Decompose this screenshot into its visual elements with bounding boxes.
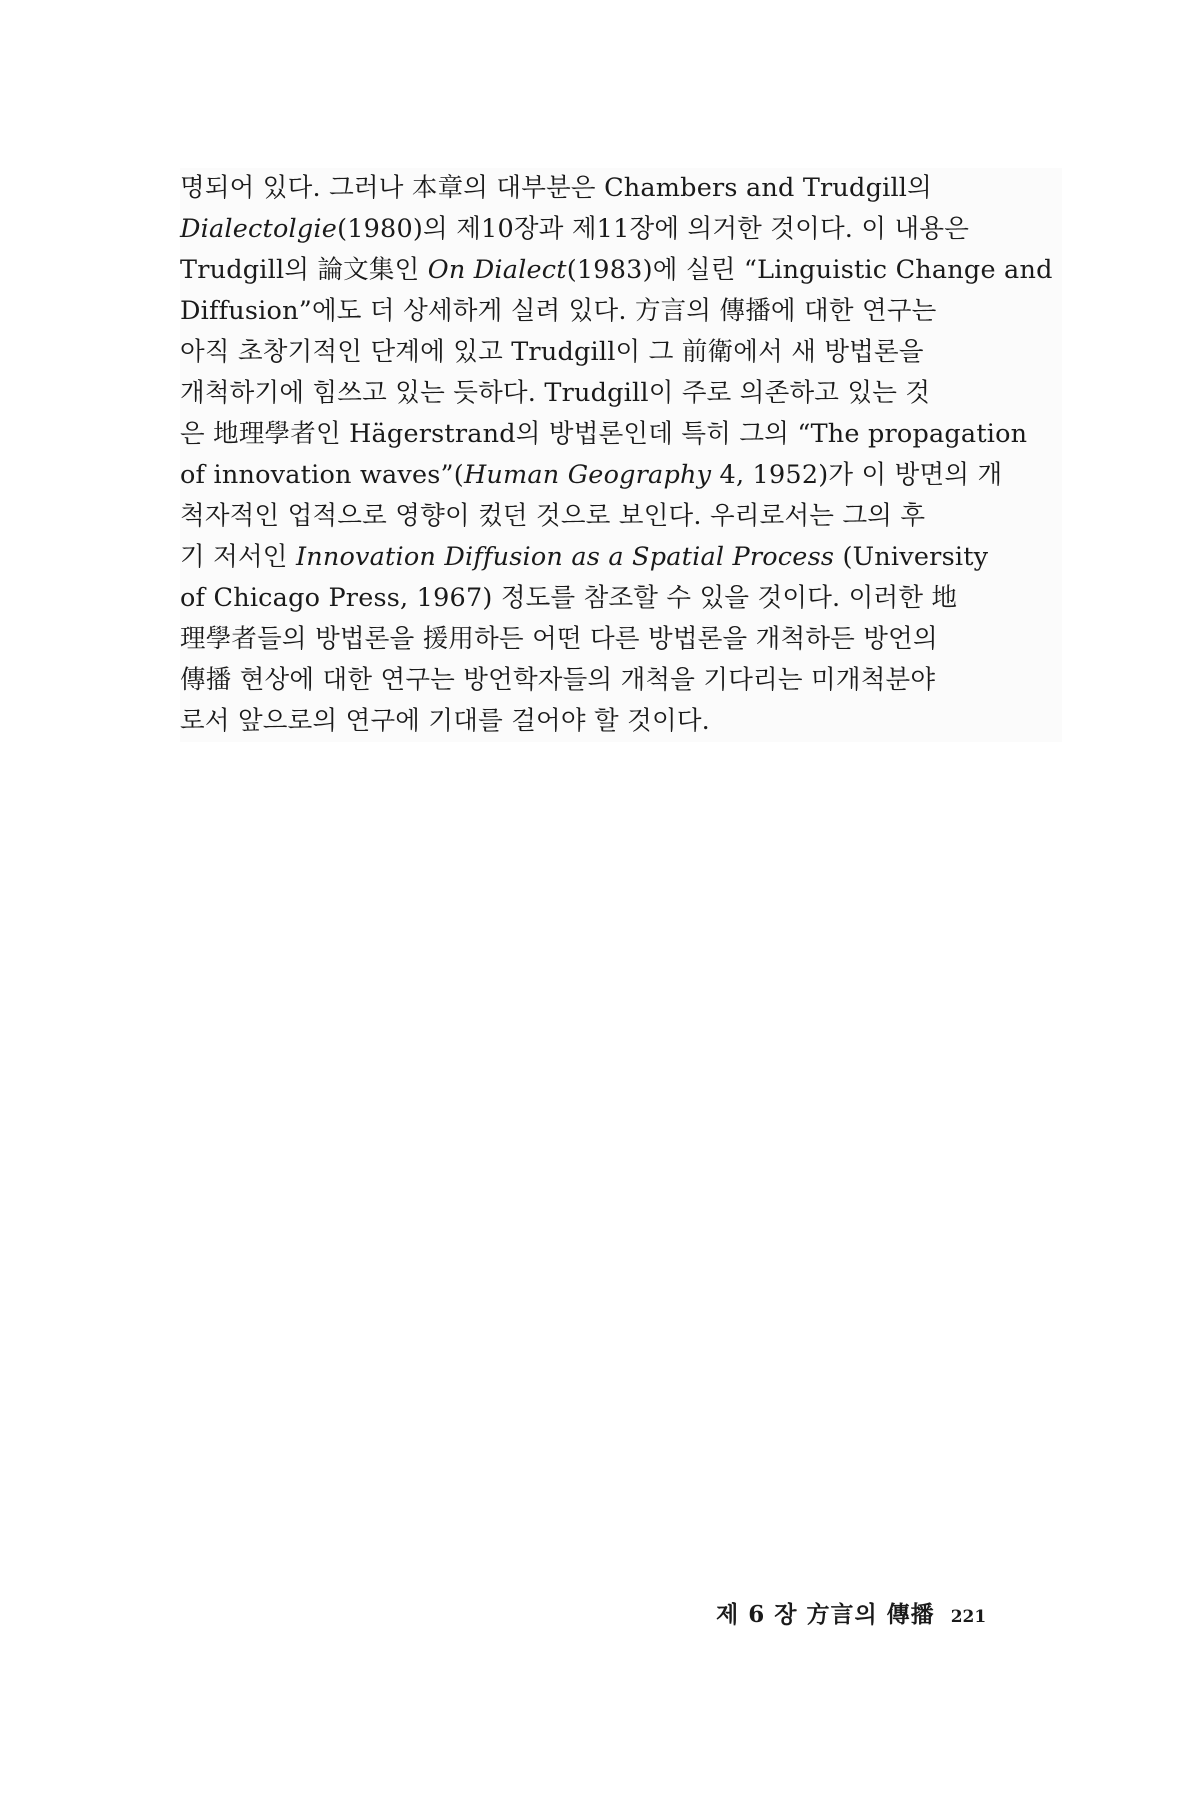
text-line (180, 291, 1062, 332)
text-line (180, 414, 1062, 455)
text-segment: 傳播 현상에 대한 연구는 방언학자들의 개척을 기다리는 미개척분야 (180, 665, 936, 695)
text-line (180, 496, 1062, 537)
text-segment: 명되어 있다. 그러나 本章의 대부분은 Chambers and Trudgill의 (180, 173, 932, 203)
text-line (180, 455, 1062, 496)
text-segment: 4, 1952)가 이 방면의 개 (711, 460, 1003, 490)
text-line (180, 209, 1062, 250)
page-footer (716, 1596, 986, 1634)
text-segment: (1983)에 실린 “Linguistic Change and (566, 255, 1053, 285)
text-segment: (1980)의 제10장과 제11장에 의거한 것이다. 이 내용은 (337, 214, 970, 244)
body-text (180, 168, 1062, 742)
page-number: 221 (950, 1607, 987, 1627)
text-line (180, 332, 1062, 373)
text-segment: 아직 초창기적인 단계에 있고 Trudgill이 그 前衛에서 새 방법론을 (180, 337, 924, 367)
text-segment: of Chicago Press, 1967) 정도를 참조할 수 있을 것이다. 이러한 地 (180, 583, 958, 613)
text-line (180, 373, 1062, 414)
text-line (180, 168, 1062, 209)
text-segment: Trudgill의 論文集인 (180, 255, 428, 285)
text-segment: of innovation waves”( (180, 460, 464, 490)
text-segment: 척자적인 업적으로 영향이 컸던 것으로 보인다. 우리로서는 그의 후 (180, 501, 926, 531)
text-segment: 기 저서인 (180, 542, 296, 572)
text-segment: Diffusion”에도 더 상세하게 실려 있다. 方言의 傳播에 대한 연구는 (180, 296, 937, 326)
text-segment: 은 地理學者인 Hägerstrand의 방법론인데 특히 그의 “The propagation (180, 419, 1028, 449)
text-segment: 개척하기에 힘쓰고 있는 듯하다. Trudgill이 주로 의존하고 있는 것 (180, 378, 931, 408)
text-line (180, 250, 1062, 291)
text-line (180, 660, 1062, 701)
italic-title: Dialectolgie (180, 214, 338, 244)
italic-title: Human Geography (463, 460, 712, 490)
text-line (180, 701, 1062, 742)
text-segment: 理學者들의 방법론을 援用하든 어떤 다른 방법론을 개척하든 방언의 (180, 624, 938, 654)
text-line (180, 619, 1062, 660)
italic-title: Innovation Diffusion as a Spatial Process (295, 542, 835, 572)
text-segment: 로서 앞으로의 연구에 기대를 걸어야 할 것이다. (180, 706, 710, 736)
text-line (180, 578, 1062, 619)
running-footer-chapter-title: 제 6 장 方言의 傳播 (716, 1601, 935, 1628)
italic-title: On Dialect (427, 255, 567, 285)
text-segment: (University (834, 542, 989, 572)
text-line (180, 537, 1062, 578)
